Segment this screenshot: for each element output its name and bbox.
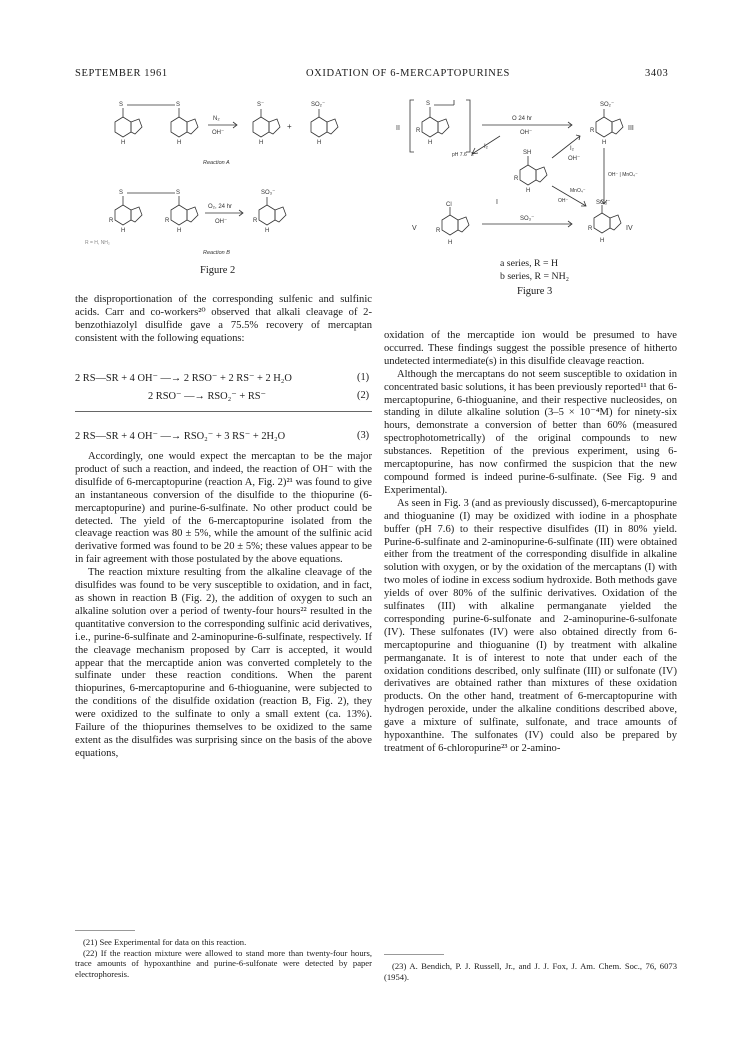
fig3-h-2: H bbox=[526, 188, 531, 194]
equation-2-number: (2) bbox=[357, 390, 370, 401]
fig2-r-3: R bbox=[253, 218, 258, 224]
right-footnotes bbox=[384, 961, 677, 982]
fig2-r-1: R bbox=[109, 218, 114, 224]
fig3-h-3: H bbox=[602, 140, 607, 146]
fig2-s-left-b: S bbox=[119, 190, 124, 196]
equation-1: 2 RS—SR + 4 OH⁻ —→ 2 RSO⁻ + 2 RS⁻ + 2 H₂O bbox=[75, 373, 292, 384]
fig3-so2: SO₂⁻ bbox=[600, 102, 615, 108]
fig2-reaction-b-label: Reaction B bbox=[203, 250, 230, 256]
fig2-h-2: H bbox=[177, 140, 182, 146]
right-p3-text: As seen in Fig. 3 (and as previously discussed), 6-mercaptopurine and thioguanine (I) may be oxidized with iodine in a phosphate buffer (pH 7.6) to their respective disulfides (II) in 80% yield. Purine-6-sulfinate and 2-aminopurine-6-sulfinate (III) were obtained either from the treatment of the corresponding disulfide in alkaline solution with oxygen, or by the oxidation of the mercaptans (I) with two moles of iodine in excess sodium hydroxide. Both methods gave yields of over 80% of the sulfinic derivatives. Oxidation of the sulfinates (III) with alkaline permanganate yielded the corresponding purine-6-sulfonate and 2-aminopurine-6-sulfonate (IV). These sulfonates (IV) were also obtained directly from 6-mercaptopurine and thioguanine (I) by treatment with alkaline permanganate. It is of interest to note that under each of the oxidation conditions described, only sulfinate (III) or sulfonate (IV) derivatives are obtained rather than mixtures of these oxidation products. On the other hand, treatment of 6-mercaptopurine with hydrogen peroxide, under the alkaline conditions described above, gave a mixture of sulfinate, sulfonate, and trace amounts of hypoxanthine. The sulfonates (IV) could also be prepared by treatment of 6-chloropurine²³ or 2-amino- bbox=[384, 497, 677, 754]
fig3-mno4: MnO₄⁻ bbox=[570, 188, 586, 194]
fig2-h-7: H bbox=[265, 228, 270, 234]
fig3-label-IV: IV bbox=[626, 225, 633, 232]
left-body bbox=[75, 451, 372, 761]
page-number: 3403 bbox=[645, 68, 669, 79]
footnote-23: (23) A. Bendich, P. J. Russell, Jr., and J. J. Fox, J. Am. Chem. Soc., 76, 6073 (1954). bbox=[384, 961, 677, 982]
fig3-so3-product: SO₃⁻ bbox=[596, 200, 611, 206]
fig3-s-dimer: S bbox=[426, 101, 431, 107]
fig2-s-right-b: S bbox=[176, 190, 181, 196]
fig3-arrow-top: O 24 hr bbox=[512, 116, 533, 122]
fig3-oh-right: OH⁻ bbox=[568, 156, 581, 162]
left-p3-text: The reaction mixture resulting from the alkaline cleavage of the disulfides was found to be very susceptible to oxidation, and in fact, as shown in reaction B (Fig. 2), the addition of oxygen to such an alkaline solution over a period of twenty-four hours²² resulted in the quantitative conversion to the corresponding sulfinic acid derivatives, i.e., purine-6-sulfinate and 2-aminopurine-6-sulfinate, respectively. If the cleavage mechanism proposed by Carr is accepted, it would appear that the mercaptide anion was converted completely to the sulfinate under these reaction conditions. When the parent thiopurines, 6-mercaptopurine and 6-thioguanine, were subjected to the conditions of the disulfide oxidation (reaction B, Fig. 2), they were oxidized to the sulfinate to only a small extent (ca. 13%). Failure of the thiopurines themselves to be oxidized to the same extent as the disulfides was surprising since on the basis of the above equations, bbox=[75, 567, 372, 759]
fig3-i2-left: I₂ bbox=[484, 144, 488, 150]
left-paragraph-1 bbox=[75, 294, 372, 346]
fig2-h-1: H bbox=[121, 140, 126, 146]
fig3-r-4: R bbox=[436, 228, 441, 234]
left-footnote-rule bbox=[75, 930, 135, 931]
figure-3-legend-b: b series, R = NH₂ bbox=[500, 271, 570, 282]
fig3-ph: pH 7.6 bbox=[452, 152, 467, 158]
right-p2-text: Although the mercaptans do not seem susceptible to oxidation in concentrated basic solutions, it has been previously reported¹¹ that 6-mercaptopurine, 6-thioguanine, and their respective nucleosides, on standing in dilute alkaline solution (3–5 × 10⁻⁴M) for ninety-six hours, demonstrate a conversion of better than 60% (measured spectrophotometrically) of the original compounds to new substances. Repetition of the previous experiment, using 6-mercaptopurine, has now confirmed the suspicion that the new compound formed is indeed purine-6-sulfinate. (See Fig. 9 and Experimental). bbox=[384, 368, 677, 496]
fig3-subscript-2: 2 bbox=[471, 152, 474, 158]
fig3-r-2: R bbox=[514, 176, 519, 182]
fig3-h-1: H bbox=[428, 140, 433, 146]
footnote-21: (21) See Experimental for data on this reaction. bbox=[83, 937, 247, 947]
left-footnotes bbox=[75, 937, 372, 979]
running-title: OXIDATION OF 6-MERCAPTOPURINES bbox=[306, 68, 510, 79]
fig3-cl: Cl bbox=[446, 202, 452, 208]
equation-1-number: (1) bbox=[357, 372, 370, 383]
fig3-label-II: II bbox=[396, 125, 400, 132]
left-p2-text: Accordingly, one would expect the mercaptan to be the major product of such a reaction, and indeed, the reaction of OH⁻ with the disulfide of 6-mercaptopurine (reaction A, Fig. 2)²¹ was found to give an instantaneous conversion of the disulfide to the thiopurine (6-mercaptopurine) and purine-6-sulfinate. No other product could be detected. The yield of the 6-mercaptopurine isolated from the cleavage reaction was 80 ± 5%, while the amount of the sulfinic acid derivative formed was found to be 20 ± 5%; these values appear to be in fair agreement with those postulated by the above equations. bbox=[75, 451, 372, 566]
right-body bbox=[384, 330, 677, 756]
running-date: SEPTEMBER 1961 bbox=[75, 68, 168, 79]
fig3-oh-mno4: OH⁻ | MnO₄⁻ bbox=[608, 172, 638, 178]
fig2-plus: + bbox=[287, 122, 292, 131]
fig2-sulfonate-b: SO₃⁻ bbox=[261, 190, 276, 196]
fig3-label-V: V bbox=[412, 225, 417, 232]
footnote-22: (22) If the reaction mixture were allowed to stand more than twenty-four hours, trace amounts of hypoxanthine and purine-6-sulfonate were detected by paper electrophoresis. bbox=[75, 947, 372, 979]
fig3-i2-right: I₂ bbox=[570, 146, 574, 152]
fig2-sulfinate-a: SO₂⁻ bbox=[311, 102, 326, 108]
figure-3 bbox=[382, 92, 676, 260]
fig2-h-5: H bbox=[121, 228, 126, 234]
figure-2 bbox=[75, 92, 375, 264]
fig3-h-4: H bbox=[448, 240, 453, 246]
fig2-thiolate: S⁻ bbox=[257, 102, 265, 108]
figure-2-caption: Figure 2 bbox=[200, 265, 236, 276]
fig3-label-III: III bbox=[628, 125, 634, 132]
equation-3: 2 RS—SR + 4 OH⁻ —→ RSO₂⁻ + 3 RS⁻ + 2H₂O bbox=[75, 431, 286, 442]
fig3-r-3: R bbox=[590, 128, 595, 134]
fig3-so3-reagent: SO₃⁻ bbox=[520, 216, 535, 222]
figure-3-legend-a: a series, R = H bbox=[500, 258, 559, 269]
figure-3-caption: Figure 3 bbox=[517, 286, 553, 297]
left-p1-text: the disproportionation of the corresponding sulfenic and sulfinic acids. Carr and co-workers²⁰ observed that alkali cleavage of 2-benzothiazolyl disulfide gave a 75.5% recovery of mercaptan consistent with the following equations: bbox=[75, 294, 372, 344]
fig3-r-1: R bbox=[416, 128, 421, 134]
equation-rule bbox=[75, 411, 372, 412]
fig2-s-right-a: S bbox=[176, 102, 181, 108]
right-footnote-rule bbox=[384, 954, 444, 955]
fig2-h-4: H bbox=[317, 140, 322, 146]
fig3-oh-diag: OH⁻ bbox=[558, 198, 569, 204]
fig2-reagent-a-bottom: OH⁻ bbox=[212, 130, 225, 136]
right-p1-text: oxidation of the mercaptide ion would be presumed to have occurred. These findings suggest the possible presence of hitherto undetected intermediate(s) in this disulfide cleavage reaction. bbox=[384, 330, 677, 367]
fig3-label-I: I bbox=[496, 199, 498, 206]
fig2-reagent-a-top: N₂ bbox=[213, 116, 220, 122]
fig2-h-3: H bbox=[259, 140, 264, 146]
fig2-reagent-b-bottom: OH⁻ bbox=[215, 219, 228, 225]
fig3-sh: SH bbox=[523, 150, 532, 156]
fig2-reaction-a-label: Reaction A bbox=[203, 160, 230, 166]
fig2-s-left-a: S bbox=[119, 102, 124, 108]
fig3-r-5: R bbox=[588, 226, 593, 232]
fig2-h-6: H bbox=[177, 228, 182, 234]
equation-2: 2 RSO⁻ —→ RSO₂⁻ + RS⁻ bbox=[148, 391, 267, 402]
fig2-r-note: R = H, NH₂ bbox=[85, 240, 110, 246]
fig3-arrow-bottom: OH⁻ bbox=[520, 130, 533, 136]
fig2-r-2: R bbox=[165, 218, 170, 224]
fig3-h-5: H bbox=[600, 238, 605, 244]
equation-3-number: (3) bbox=[357, 430, 370, 441]
fig2-reagent-b-top: O₂, 24 hr bbox=[208, 204, 233, 210]
